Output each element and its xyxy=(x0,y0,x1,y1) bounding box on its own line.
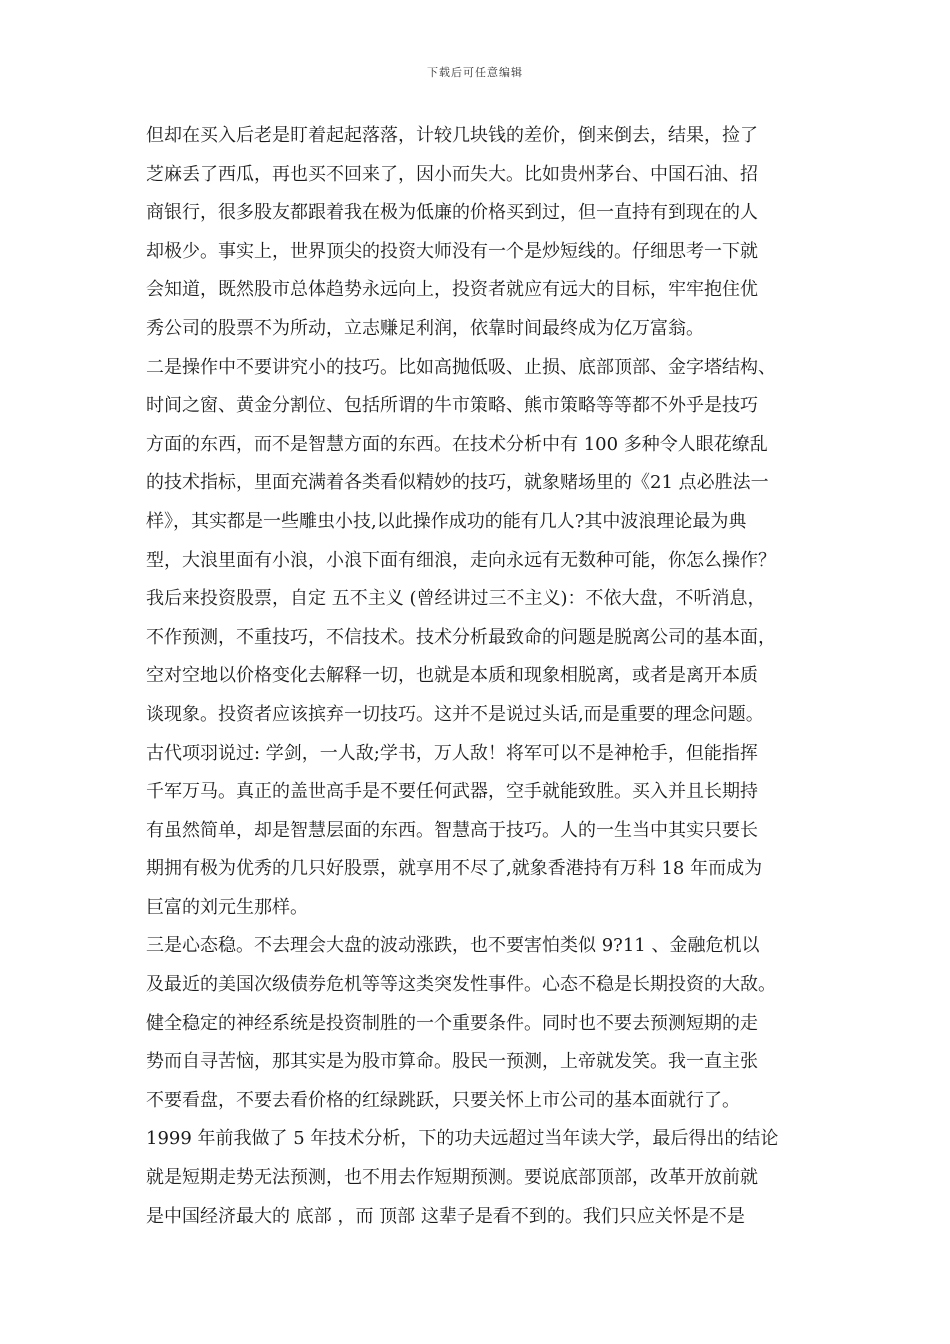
text-line: 会知道，既然股市总体趋势永远向上，投资者就应有远大的目标，牢牢抱住优 xyxy=(146,279,758,301)
text-line: 千军万马。真正的盖世高手是不要任何武器，空手就能致胜。买入并且长期持 xyxy=(146,781,758,803)
text-line: 是中国经济最大的 底部 ，而 顶部 这辈子是看不到的。我们只应关怀是不是 xyxy=(146,1205,745,1227)
text-line: 秀公司的股票不为所动，立志赚足利润，依靠时间最终成为亿万富翁。 xyxy=(146,317,704,339)
text-line: 二是操作中不要讲究小的技巧。比如高抛低吸、止损、底部顶部、金字塔结构、 xyxy=(146,356,776,378)
body-text xyxy=(146,117,816,1236)
text-line: 样》，其实都是一些雕虫小技,以此操作成功的能有几人?其中波浪理论最为典 xyxy=(146,510,747,532)
text-line: 就是短期走势无法预测，也不用去作短期预测。要说底部顶部，改革开放前就 xyxy=(146,1167,758,1189)
text-line: 的技术指标，里面充满着各类看似精妙的技巧，就象赌场里的《21 点必胜法一 xyxy=(146,472,769,494)
text-line: 却极少。事实上，世界顶尖的投资大师没有一个是炒短线的。仔细思考一下就 xyxy=(146,240,758,262)
text-line: 期拥有极为优秀的几只好股票，就享用不尽了,就象香港持有万科 18 年而成为 xyxy=(146,858,763,880)
text-line: 不作预测，不重技巧，不信技术。技术分析最致命的问题是脱离公司的基本面， xyxy=(146,626,776,648)
text-line: 时间之窗、黄金分割位、包括所谓的牛市策略、熊市策略等等都不外乎是技巧 xyxy=(146,395,758,417)
text-line: 空对空地以价格变化去解释一切，也就是本质和现象相脱离，或者是离开本质 xyxy=(146,665,758,687)
text-line: 及最近的美国次级债券危机等等这类突发性事件。心态不稳是长期投资的大敌。 xyxy=(146,974,776,996)
text-line: 三是心态稳。不去理会大盘的波动涨跌，也不要害怕类似 9?11 、金融危机以 xyxy=(146,935,760,957)
text-line: 巨富的刘元生那样。 xyxy=(146,896,308,918)
text-line: 古代项羽说过: 学剑，一人敌;学书，万人敌！将军可以不是神枪手，但能指挥 xyxy=(146,742,758,764)
text-line: 有虽然简单，却是智慧层面的东西。智慧高于技巧。人的一生当中其实只要长 xyxy=(146,819,758,841)
text-line: 我后来投资股票，自定 五不主义 (曾经讲过三不主义)：不依大盘，不听消息， xyxy=(146,588,766,610)
text-line: 型，大浪里面有小浪，小浪下面有细浪，走向永远有无数种可能，你怎么操作？ xyxy=(146,549,776,571)
text-line: 不要看盘，不要去看价格的红绿跳跃，只要关怀上市公司的基本面就行了。 xyxy=(146,1089,740,1111)
text-line: 方面的东西，而不是智慧方面的东西。在技术分析中有 100 多种令人眼花缭乱 xyxy=(146,433,768,455)
text-line: 谈现象。投资者应该摈弃一切技巧。这并不是说过头话,而是重要的理念问题。 xyxy=(146,703,764,725)
text-line: 1999 年前我做了 5 年技术分析，下的功夫远超过当年读大学，最后得出的结论 xyxy=(146,1128,779,1150)
page-header: 下载后可任意编辑 xyxy=(427,66,523,79)
text-line: 势而自寻苦恼，那其实是为股市算命。股民一预测，上帝就发笑。我一直主张 xyxy=(146,1051,758,1073)
text-line: 芝麻丢了西瓜，再也买不回来了，因小而失大。比如贵州茅台、中国石油、招 xyxy=(146,163,758,185)
text-line: 健全稳定的神经系统是投资制胜的一个重要条件。同时也不要去预测短期的走 xyxy=(146,1012,758,1034)
text-line: 但却在买入后老是盯着起起落落，计较几块钱的差价，倒来倒去，结果，捡了 xyxy=(146,125,758,146)
text-line: 商银行，很多股友都跟着我在极为低廉的价格买到过，但一直持有到现在的人 xyxy=(146,202,758,224)
